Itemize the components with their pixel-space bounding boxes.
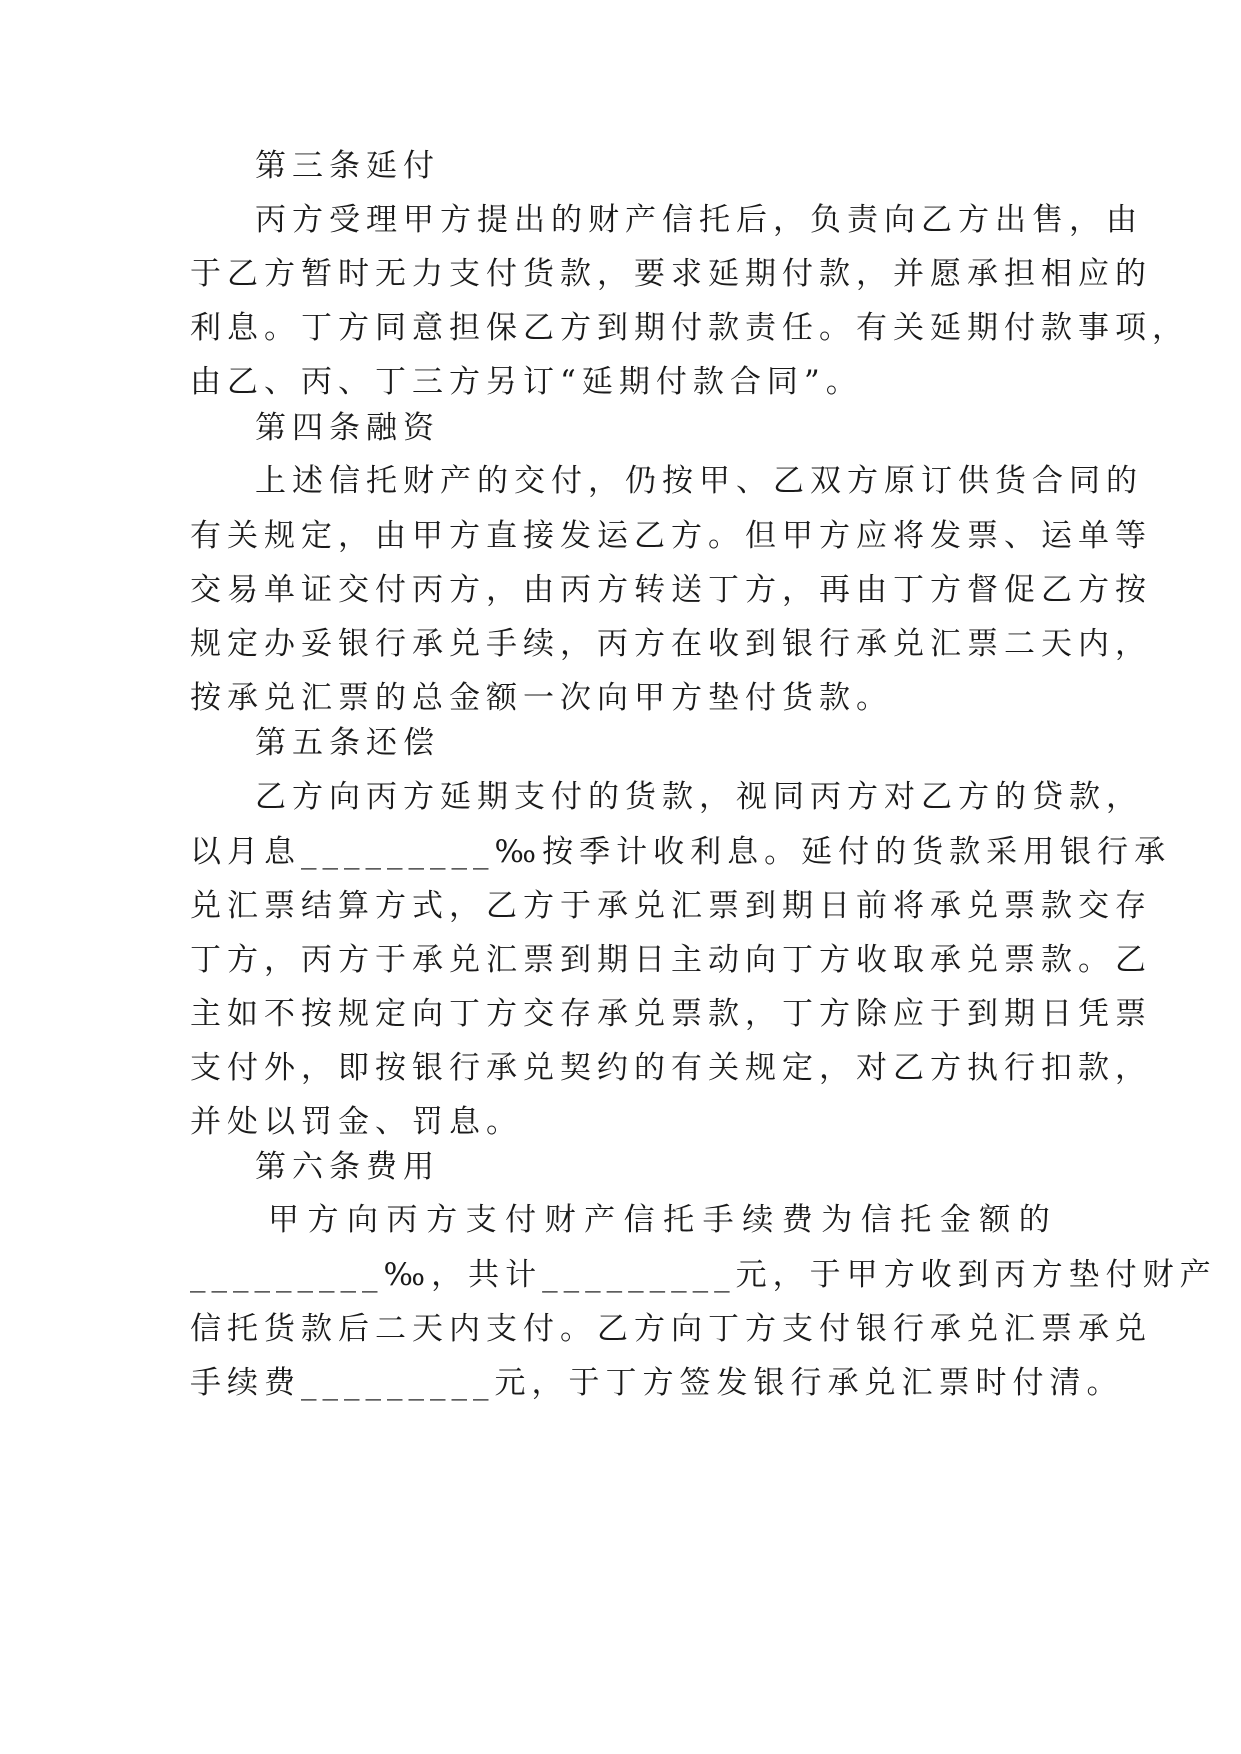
justified-char: 信 [623,1202,655,1238]
article-4-heading: 第四条融资 [255,410,440,446]
justified-char: 额 [979,1202,1011,1238]
article-3-line-1: 丙方受理甲方提出的财产信托后，负责向乙方出售，由 [255,202,1143,238]
article-3-line-3: 利息。丁方同意担保乙方到期付款责任。有关延期付款事项， [190,310,1189,346]
justified-char: 托 [900,1202,932,1238]
article-3-heading: 第三条延付 [255,148,440,184]
article-5-line-5: 主如不按规定向丁方交存承兑票款，丁方除应于到期日凭票 [190,996,1152,1032]
justified-char: 向 [347,1202,379,1238]
article-4-line-4: 规定办妥银行承兑手续，丙方在收到银行承兑汇票二天内， [190,626,1152,662]
article-6-line-4: 手续费_________元，于丁方签发银行承兑汇票时付清。 [190,1365,1124,1401]
justified-char: 手 [702,1202,734,1238]
justified-char: 金 [939,1202,971,1238]
justified-char: 产 [584,1202,616,1238]
justified-char: 为 [821,1202,853,1238]
article-5-line-4: 丁方，丙方于承兑汇票到期日主动向丁方收取承兑票款。乙 [190,942,1152,978]
article-6-line-1 [268,1190,1050,1250]
article-4-line-1: 上述信托财产的交付，仍按甲、乙双方原订供货合同的 [255,463,1143,499]
article-4-line-5: 按承兑汇票的总金额一次向甲方垫付货款。 [190,680,893,716]
article-4-line-2: 有关规定，由甲方直接发运乙方。但甲方应将发票、运单等 [190,518,1152,554]
article-5-heading: 第五条还偿 [255,725,440,761]
article-6-line-2: _________‰，共计_________元，于甲方收到丙方垫付财产 [190,1257,1217,1293]
justified-char: 财 [544,1202,576,1238]
justified-char: 丙 [386,1202,418,1238]
article-6-heading: 第六条费用 [255,1149,440,1185]
justified-char: 信 [860,1202,892,1238]
article-4-line-3: 交易单证交付丙方，由丙方转送丁方，再由丁方督促乙方按 [190,572,1152,608]
justified-char: 托 [663,1202,695,1238]
article-3-line-4: 由乙、丙、丁三方另订“延期付款合同”。 [190,364,863,400]
article-5-line-6: 支付外，即按银行承兑契约的有关规定，对乙方执行扣款， [190,1050,1152,1086]
article-5-line-2: 以月息_________‰按季计收利息。延付的货款采用银行承 [190,834,1172,870]
article-6-line-3: 信托货款后二天内支付。乙方向丁方支付银行承兑汇票承兑 [190,1311,1152,1347]
article-5-line-3: 兑汇票结算方式，乙方于承兑汇票到期日前将承兑票款交存 [190,888,1152,924]
justified-char: 的 [1018,1202,1050,1238]
justified-char: 费 [781,1202,813,1238]
justified-char: 支 [465,1202,497,1238]
article-3-line-2: 于乙方暂时无力支付货款，要求延期付款，并愿承担相应的 [190,256,1152,292]
justified-char: 方 [426,1202,458,1238]
justified-char: 付 [505,1202,537,1238]
justified-char: 甲 [268,1202,299,1238]
justified-char: 方 [307,1202,339,1238]
article-5-line-1: 乙方向丙方延期支付的货款，视同丙方对乙方的贷款， [255,779,1143,815]
justified-char: 续 [742,1202,774,1238]
article-5-line-7: 并处以罚金、罚息。 [190,1104,523,1140]
